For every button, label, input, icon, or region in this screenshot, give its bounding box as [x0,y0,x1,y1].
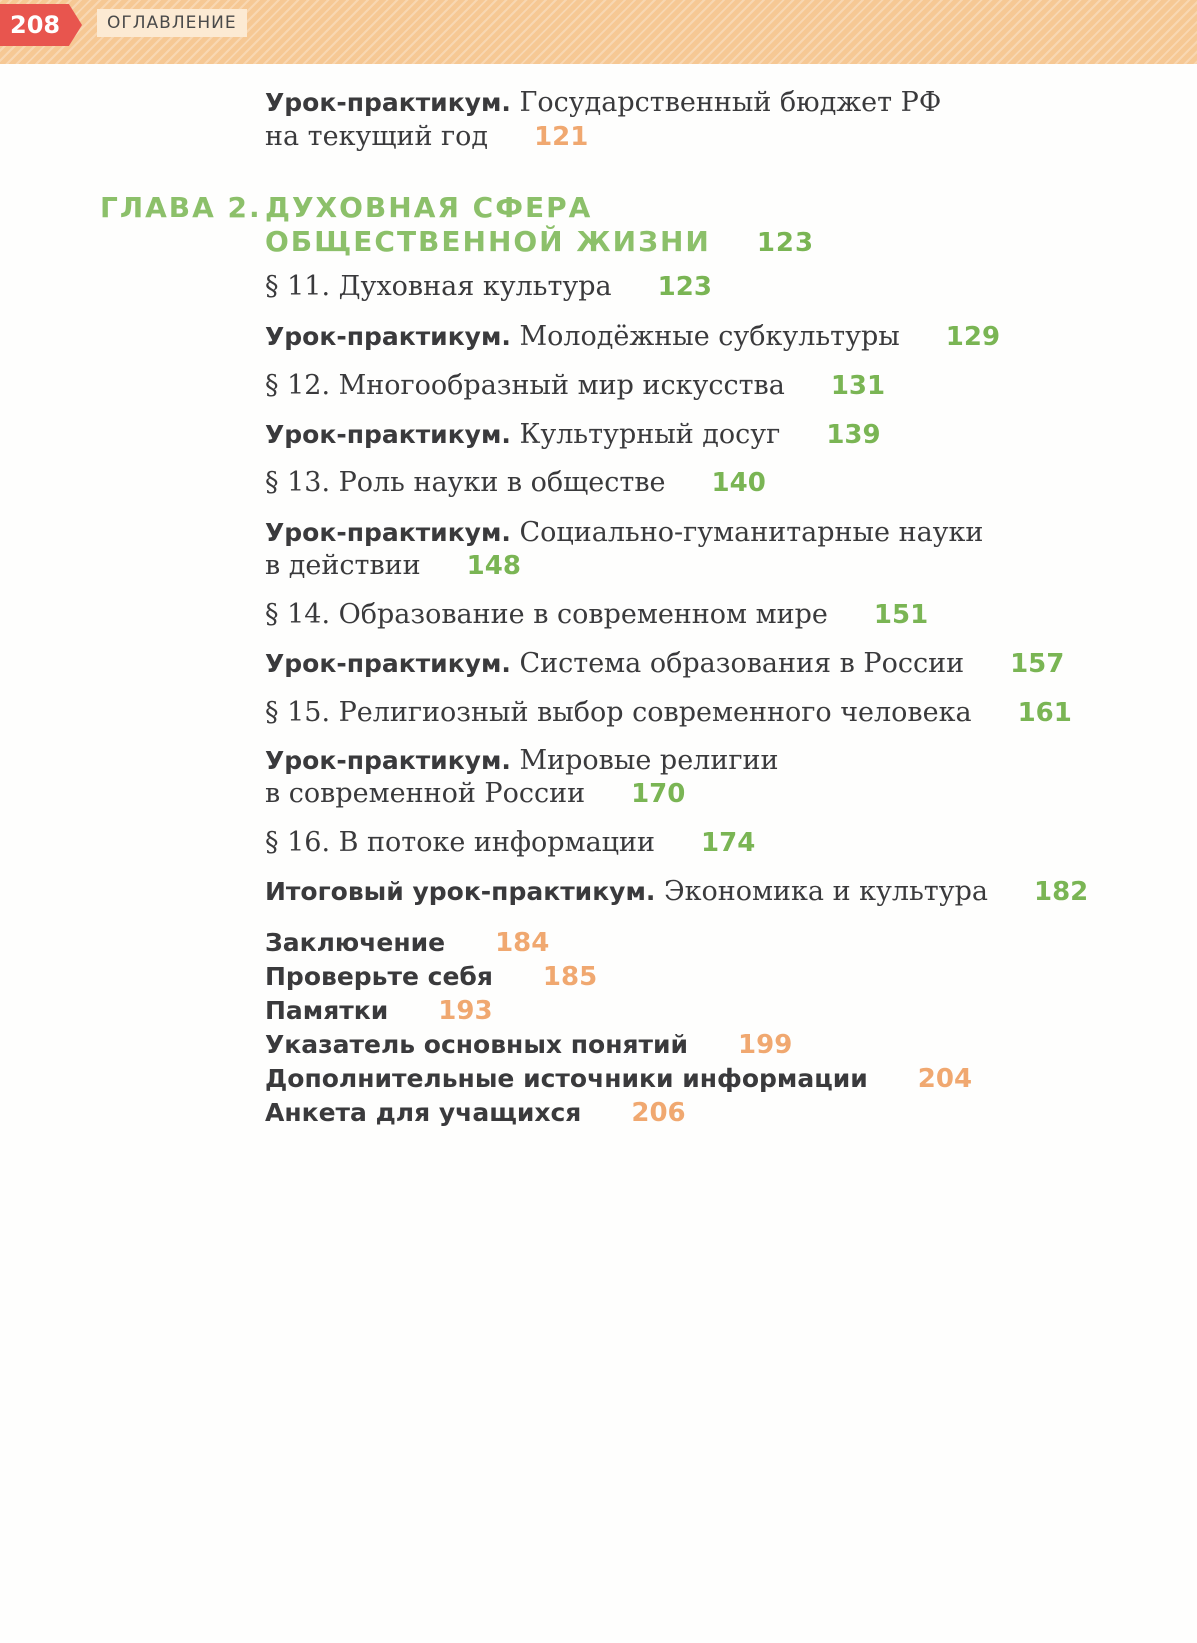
page-number: 208 [10,11,61,39]
toc-backmatter-memos[interactable] [265,994,493,1028]
chapter-title-line2[interactable] [265,224,814,261]
entry-page-number: 157 [1010,649,1065,679]
entry-page-number: 161 [1017,698,1072,728]
chapter-title-line2-text: ОБЩЕСТВЕННОЙ ЖИЗНИ [265,225,711,258]
entry-title-continued: в действии [265,550,421,581]
toc-entry-practicum-subcultures[interactable] [265,320,1000,354]
entry-page-number: 174 [701,828,756,858]
toc-entry-practicum-education[interactable] [265,647,1064,681]
toc-backmatter-index[interactable] [265,1028,792,1062]
backmatter-label: Памятки [265,996,389,1025]
entry-page-number: 182 [1033,877,1089,907]
backmatter-page-number: 184 [495,928,550,958]
toc-entry-practicum-budget[interactable] [265,86,941,120]
entry-type-label: Урок-практикум. [265,649,511,678]
entry-title-continued: на текущий год [265,121,489,152]
entry-page-number: 131 [830,371,886,401]
entry-type-label: Урок-практикум. [265,420,511,449]
backmatter-page-number: 193 [438,996,493,1026]
backmatter-label: Указатель основных понятий [265,1030,689,1059]
chapter-title-line1[interactable]: ДУХОВНАЯ СФЕРА [265,191,593,224]
toc-entry-paragraph-13[interactable] [265,466,766,500]
toc-entry-practicum-religions-line2[interactable] [265,777,685,811]
entry-type-label: Урок-практикум. [265,518,511,547]
toc-entry-practicum-leisure[interactable] [265,418,881,452]
entry-title: Социально-гуманитарные науки [510,517,984,548]
toc-entry-paragraph-14[interactable] [265,598,928,632]
chapter-page-number: 123 [756,228,815,258]
entry-title-continued: в современной России [265,778,586,809]
toc-backmatter-self-check[interactable] [265,960,597,994]
toc-backmatter-questionnaire[interactable] [265,1096,686,1130]
entry-title: Государственный бюджет РФ [510,87,942,118]
entry-type-label: Урок-практикум. [265,322,511,351]
entry-title: § 15. Религиозный выбор современного человека [265,697,972,728]
entry-page-number: 148 [466,551,521,581]
section-title: ОГЛАВЛЕНИЕ [97,9,247,37]
entry-page-number: 151 [873,600,929,630]
backmatter-page-number: 206 [631,1098,686,1128]
toc-entry-paragraph-16[interactable] [265,826,755,860]
entry-title: Мировые религии [510,745,779,776]
toc-entry-paragraph-15[interactable] [265,696,1072,730]
backmatter-page-number: 199 [738,1030,793,1060]
entry-title: § 13. Роль науки в обществе [265,467,666,498]
toc-entry-practicum-religions[interactable] [265,744,778,778]
entry-type-label: Итоговый урок-практикум. [265,877,656,906]
entry-title: Экономика и культура [655,876,988,907]
toc-entry-practicum-social-sciences[interactable] [265,516,983,550]
entry-page-number: 123 [657,272,712,302]
entry-title: Молодёжные субкультуры [510,321,900,352]
entry-type-label: Урок-практикум. [265,88,511,117]
toc-backmatter-conclusion[interactable] [265,926,549,960]
entry-title: § 14. Образование в современном мире [265,599,828,630]
backmatter-label: Анкета для учащихся [265,1098,582,1127]
backmatter-page-number: 204 [917,1064,973,1094]
entry-title: Культурный досуг [510,419,781,450]
entry-title: § 12. Многообразный мир искусства [265,370,785,401]
toc-entry-paragraph-12[interactable] [265,369,885,403]
backmatter-page-number: 185 [542,962,598,992]
backmatter-label: Дополнительные источники информации [265,1064,868,1093]
entry-title: § 16. В потоке информации [265,827,656,858]
entry-page-number: 170 [631,779,686,809]
entry-page-number: 139 [826,420,881,450]
chapter-number: ГЛАВА 2. [100,191,262,224]
entry-page-number: 140 [711,468,766,498]
entry-type-label: Урок-практикум. [265,746,511,775]
entry-page-number: 129 [945,322,1001,352]
toc-backmatter-sources[interactable] [265,1062,972,1096]
entry-title: § 11. Духовная культура [265,271,612,302]
toc-entry-practicum-budget-line2[interactable] [265,120,588,154]
backmatter-label: Заключение [265,928,446,957]
backmatter-label: Проверьте себя [265,962,493,991]
toc-entry-practicum-social-sciences-line2[interactable] [265,549,521,583]
entry-page-number: 121 [534,122,589,152]
toc-entry-paragraph-11[interactable] [265,270,712,304]
entry-title: Система образования в России [510,648,965,679]
toc-entry-final-practicum[interactable] [265,875,1088,909]
